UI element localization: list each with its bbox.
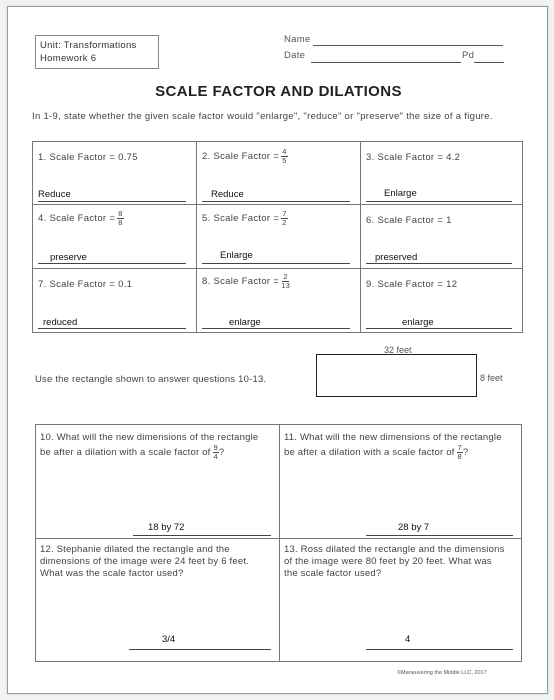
answer-text: Enlarge <box>384 188 417 199</box>
answer-line <box>133 535 271 536</box>
question-text: 4. Scale Factor = $\frac{8}{8}$ <box>38 209 123 227</box>
pd-line <box>474 62 504 63</box>
question-cell <box>33 205 197 269</box>
answer-line <box>202 201 350 202</box>
rect-height-label: 8 feet <box>480 373 503 383</box>
name-line <box>313 45 503 46</box>
question-cell <box>361 142 523 205</box>
q10-text: 10. What will the new dimensions of the rectangle be after a dilation with a scale factor of $\frac{9}{4}$ ? <box>40 432 259 461</box>
answer-text: 18 by 72 <box>148 522 185 533</box>
answer-line <box>366 535 513 536</box>
name-label: Name <box>284 34 311 45</box>
question-text: 3. Scale Factor = 4.2 <box>366 152 461 163</box>
answer-line <box>38 201 186 202</box>
question-text: 7. Scale Factor = 0.1 <box>38 279 133 290</box>
fraction: $\frac{2}{13}$ <box>281 272 291 290</box>
answer-text: enlarge <box>402 317 434 328</box>
fraction: $\frac{9}{4}$ <box>213 443 218 461</box>
rect-width-label: 32 feet <box>384 345 412 355</box>
pd-label: Pd <box>462 50 475 61</box>
q11-text: 11. What will the new dimensions of the rectangle be after a dilation with a scale factor of $\frac{7}{8}$ ? <box>284 432 502 461</box>
question-text: 5. Scale Factor = $\frac{7}{2}$ <box>202 209 287 227</box>
answer-line <box>366 201 512 202</box>
answer-line <box>38 328 186 329</box>
page-title: SCALE FACTOR AND DILATIONS <box>155 83 402 100</box>
answer-text: preserve <box>50 252 87 263</box>
homework-label: Homework 6 <box>40 53 97 64</box>
answer-text: Reduce <box>211 189 244 200</box>
question-text: 6. Scale Factor = 1 <box>366 215 452 226</box>
date-label: Date <box>284 50 306 61</box>
scale-factor-grid <box>32 141 523 333</box>
fraction: $\frac{4}{5}$ <box>282 147 287 165</box>
question-cell <box>361 269 523 333</box>
answer-line <box>38 263 186 264</box>
answer-text: 28 by 7 <box>398 522 430 533</box>
answer-text: 3/4 <box>162 634 176 645</box>
answer-text: 4 <box>405 634 411 645</box>
fraction: $\frac{7}{8}$ <box>457 443 462 461</box>
question-cell <box>197 205 361 269</box>
unit-label: Unit: Transformations <box>40 40 137 51</box>
question-cell <box>36 425 280 539</box>
word-problem-grid <box>35 424 522 662</box>
answer-text: Reduce <box>38 189 71 200</box>
question-cell <box>197 269 361 333</box>
q13-text: 13. Ross dilated the rectangle and the dimensions of the image were 80 feet by 20 feet. What was the scale factor used? <box>284 544 505 579</box>
question-cell <box>33 269 197 333</box>
question-cell <box>197 142 361 205</box>
q12-text: 12. Stephanie dilated the rectangle and the dimensions of the image were 24 feet by 6 feet. What was the scale factor used? <box>40 544 250 579</box>
answer-line <box>366 263 512 264</box>
answer-line <box>366 649 513 650</box>
answer-text: enlarge <box>229 317 261 328</box>
instructions: In 1-9, state whether the given scale factor would "enlarge", "reduce" or "preserve" the size of a figure. <box>32 111 493 122</box>
fraction: $\frac{7}{2}$ <box>282 209 287 227</box>
answer-line <box>202 328 350 329</box>
question-cell <box>280 425 522 539</box>
question-text: 2. Scale Factor = $\frac{4}{5}$ <box>202 147 287 165</box>
rectangle-prompt: Use the rectangle shown to answer questions 10-13. <box>35 374 267 385</box>
fraction: $\frac{8}{8}$ <box>118 209 123 227</box>
question-text: 8. Scale Factor = $\frac{2}{13}$ <box>202 272 291 290</box>
answer-text: reduced <box>43 317 78 328</box>
question-cell <box>36 539 280 662</box>
answer-line <box>366 328 512 329</box>
question-cell <box>33 142 197 205</box>
worksheet-page <box>7 6 548 694</box>
answer-line <box>129 649 271 650</box>
copyright-footer: ©Maneuvering the Middle LLC, 2017 <box>397 670 487 676</box>
question-text: 1. Scale Factor = 0.75 <box>38 152 138 163</box>
question-cell <box>361 205 523 269</box>
unit-box <box>35 35 159 69</box>
question-cell <box>280 539 522 662</box>
date-line <box>311 62 461 63</box>
answer-text: Enlarge <box>220 250 253 261</box>
answer-line <box>202 263 350 264</box>
question-text: 9. Scale Factor = 12 <box>366 279 458 290</box>
rectangle-figure <box>316 354 477 397</box>
answer-text: preserved <box>375 252 418 263</box>
